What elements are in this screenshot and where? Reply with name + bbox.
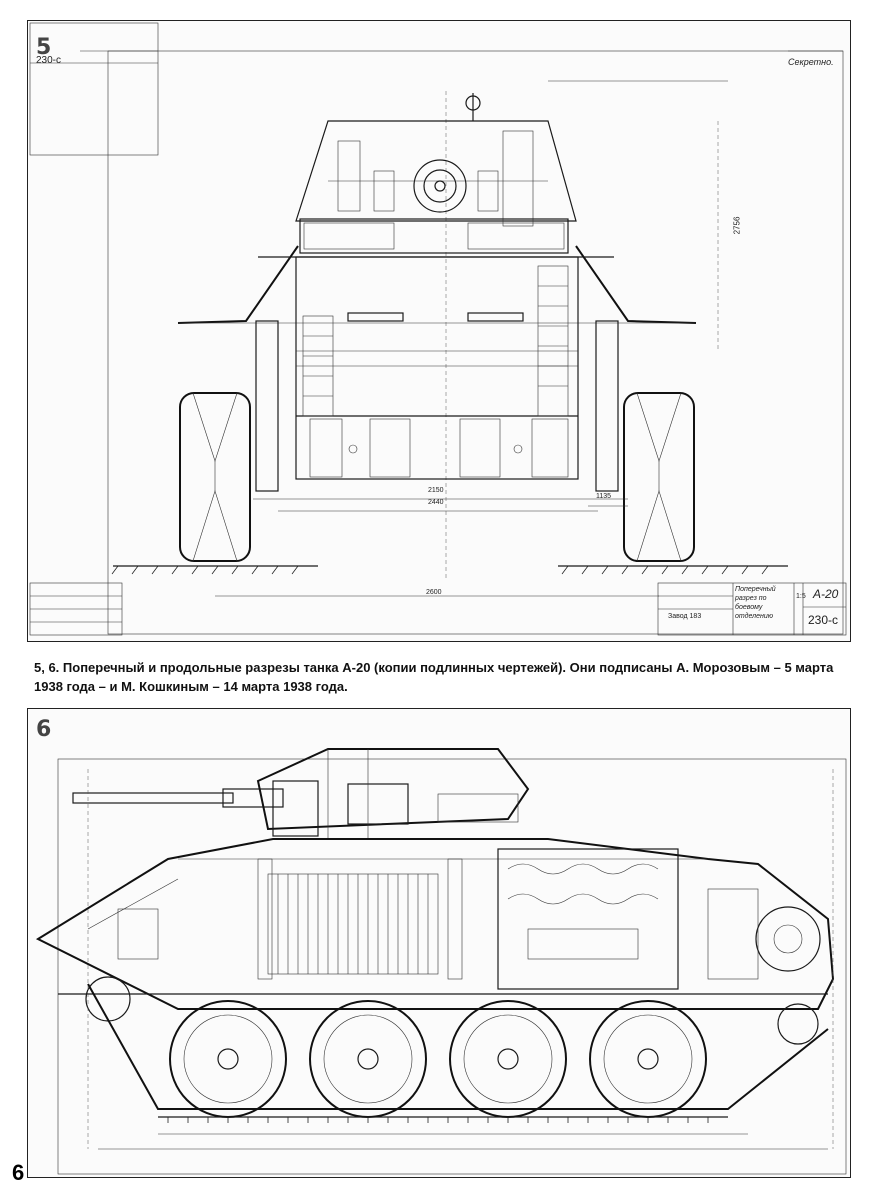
dim-right: 1135 <box>596 493 612 500</box>
title-designation: А-20 <box>813 587 839 601</box>
page-number: 6 <box>12 1160 25 1185</box>
sheet-code: 230-с <box>36 55 62 66</box>
sheet-number-2: 6 <box>36 717 52 742</box>
dim-width: 2600 <box>426 589 442 596</box>
longitudinal-section-svg <box>28 709 850 1177</box>
figure-caption: 5, 6. Поперечный и продольные разрезы танка А-20 (копии подлинных чертежей). Они подписаны А. Морозовым – 5 марта 1938 года – и М. Кошкиным – 14 марта 1938 года. <box>34 660 834 694</box>
dim-mid: 2150 <box>428 487 444 494</box>
longitudinal-section-drawing <box>27 708 851 1178</box>
sheet-number: 5 <box>36 35 52 60</box>
cross-section-svg <box>28 21 850 641</box>
title-code: 230-с <box>808 613 839 627</box>
dim-inner: 2440 <box>428 499 444 506</box>
title-scale: 1:5 <box>796 593 806 600</box>
title-drawing-name: Поперечный разрез по боевому отделению <box>735 586 776 620</box>
title-factory: Завод 183 <box>668 613 702 620</box>
secrecy-stamp: Секретно. <box>788 57 834 67</box>
dim-height: 2756 <box>732 216 742 235</box>
cross-section-drawing <box>27 20 851 642</box>
